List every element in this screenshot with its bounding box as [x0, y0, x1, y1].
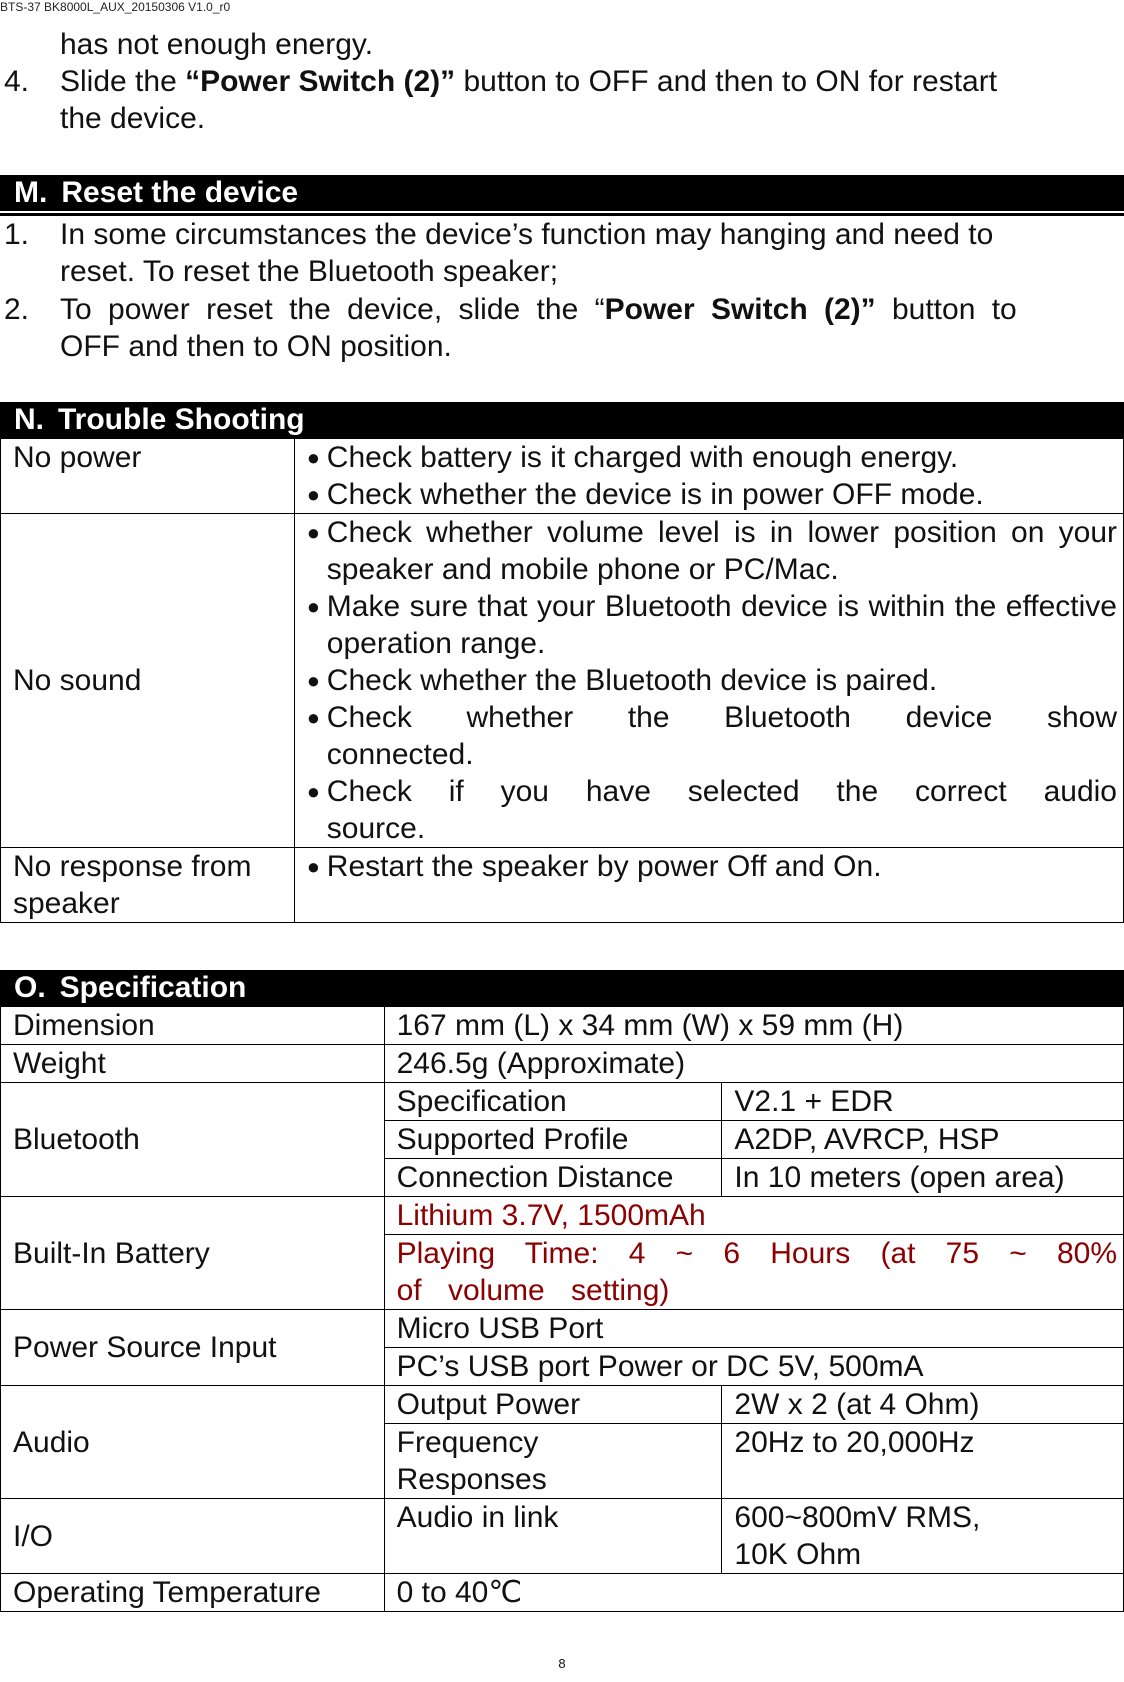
spec-label: Weight — [1, 1045, 385, 1083]
spec-value: A2DP, AVRCP, HSP — [722, 1121, 1124, 1159]
table-row — [1, 514, 1124, 848]
spec-label: Dimension — [1, 1007, 385, 1045]
section-o-heading: O. Specification — [0, 970, 1124, 1006]
restart-instruction: Slide the “Power Switch (2)” button to OFF and then to ON for restart — [60, 65, 998, 98]
spec-label: Audio — [1, 1386, 385, 1499]
problem-cell: No sound — [1, 514, 295, 848]
spec-value: In 10 meters (open area) — [722, 1159, 1124, 1197]
checks-cell: ● Restart the speaker by power Off and On. — [294, 848, 1123, 923]
spec-sublabel: Audio in link — [384, 1499, 722, 1574]
spec-value: 600~800mV RMS, 10K Ohm — [722, 1499, 1124, 1574]
page-number: 8 — [558, 1656, 566, 1671]
bullet-icon: ● — [306, 520, 321, 545]
spec-value: PC’s USB port Power or DC 5V, 500mA — [384, 1348, 1123, 1386]
bullet-icon: ● — [306, 594, 321, 619]
spec-label: Bluetooth — [1, 1083, 385, 1197]
table-row — [1, 1045, 1124, 1083]
reset-instruction-2: To power reset the device, slide the “Power Switch (2)” button to — [60, 293, 1017, 326]
item-number: 2. — [4, 293, 30, 326]
table-row — [1, 1310, 1124, 1348]
spec-sublabel: Connection Distance — [384, 1159, 722, 1197]
bullet-icon: ● — [306, 482, 321, 507]
item-number: 1. — [4, 218, 30, 251]
spec-label: Power Source Input — [1, 1310, 385, 1386]
bullet-icon: ● — [306, 668, 321, 693]
spec-label: I/O — [1, 1499, 385, 1574]
spec-label: Built-In Battery — [1, 1197, 385, 1310]
table-row — [1, 848, 1124, 923]
problem-cell: No power — [1, 439, 295, 514]
spec-value: 167 mm (L) x 34 mm (W) x 59 mm (H) — [384, 1007, 1123, 1045]
continuation-line: has not enough energy. — [60, 28, 374, 61]
restart-instruction-line2: the device. — [60, 102, 206, 135]
document-header-code: BTS-37 BK8000L_AUX_20150306 V1.0_r0 — [0, 0, 231, 14]
reset-instruction-1: In some circumstances the device’s function may hanging and need to — [60, 218, 994, 251]
trouble-shooting-table — [0, 438, 1124, 923]
section-m-heading: M. Reset the device — [0, 175, 1124, 211]
table-row — [1, 1083, 1124, 1121]
bullet-icon: ● — [306, 705, 321, 730]
spec-sublabel: Output Power — [384, 1386, 722, 1424]
spec-value: 0 to 40℃ — [384, 1574, 1123, 1612]
bullet-icon: ● — [306, 445, 321, 470]
table-row — [1, 1386, 1124, 1424]
specification-table — [0, 1006, 1124, 1612]
checks-cell: ● Check whether volume level is in lower position on your speaker and mobile phone or PC/Mac. ● Make sure that your Bluetooth device is within the effective operation range. ● Check whether the Bluetooth device is paired. ● Check whether the Bluetooth device show connected. ● Check if you have selected the correct audio source. — [294, 514, 1123, 848]
spec-label: Operating Temperature — [1, 1574, 385, 1612]
bullet-icon: ● — [306, 779, 321, 804]
spec-sublabel: Frequency Responses — [384, 1424, 722, 1499]
table-row — [1, 1574, 1124, 1612]
section-n-heading: N. Trouble Shooting — [0, 402, 1124, 438]
spec-value: V2.1 + EDR — [722, 1083, 1124, 1121]
spec-sublabel: Specification — [384, 1083, 722, 1121]
table-row — [1, 439, 1124, 514]
reset-instruction-2-line2: OFF and then to ON position. — [60, 330, 452, 363]
checks-cell: ● Check battery is it charged with enough energy. ● Check whether the device is in power OFF mode. — [294, 439, 1123, 514]
table-row — [1, 1007, 1124, 1045]
spec-value: Micro USB Port — [384, 1310, 1123, 1348]
bullet-icon: ● — [306, 854, 321, 879]
spec-value: 20Hz to 20,000Hz — [722, 1424, 1124, 1499]
problem-cell: No response from speaker — [1, 848, 295, 923]
item-number: 4. — [4, 65, 30, 98]
spec-sublabel: Supported Profile — [384, 1121, 722, 1159]
spec-value: Playing Time: 4 ~ 6 Hours (at 75 ~ 80% of volume setting) — [384, 1235, 1123, 1310]
spec-value: Lithium 3.7V, 1500mAh — [384, 1197, 1123, 1235]
table-row — [1, 1499, 1124, 1574]
table-row — [1, 1197, 1124, 1235]
spec-value: 2W x 2 (at 4 Ohm) — [722, 1386, 1124, 1424]
spec-value: 246.5g (Approximate) — [384, 1045, 1123, 1083]
reset-instruction-1-line2: reset. To reset the Bluetooth speaker; — [60, 255, 559, 288]
